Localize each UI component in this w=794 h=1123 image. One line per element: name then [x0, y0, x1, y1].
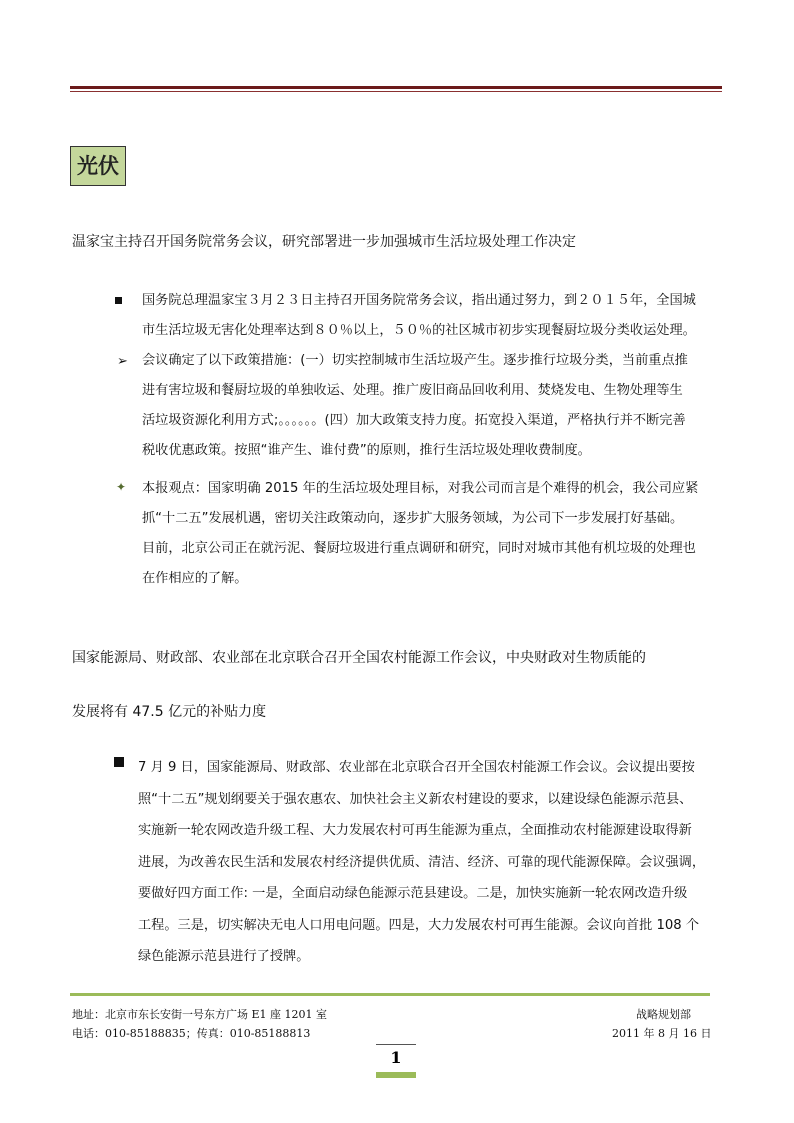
footer-rule [70, 993, 710, 996]
text-line: 抓“十二五”发展机遇，密切关注政策动向，逐步扩大服务领域，为公司下一步发展打好基础。 [142, 511, 684, 526]
header-rule [70, 86, 722, 89]
text-line: 活垃圾资源化利用方式;。。。。。。(四）加大政策支持力度。拓宽投入渠道，严格执行并不断完善 [142, 413, 686, 428]
text-line: 照“十二五”规划纲要关于强农惠农、加快社会主义新农村建设的要求，以建设绿色能源示范县、 [138, 791, 693, 807]
page-number-rule [376, 1044, 416, 1045]
page-number-bar [376, 1072, 416, 1078]
article1-headline: 温家宝主持召开国务院常务会议，研究部署进一步加强城市生活垃圾处理工作决定 [72, 234, 576, 250]
article2-paragraph-1 [138, 752, 705, 973]
section-title: 光伏 [77, 153, 119, 178]
section-title-box [70, 146, 126, 186]
text-line: 税收优惠政策。按照“谁产生、谁付费”的原则，推行生活垃圾处理收费制度。 [142, 443, 591, 458]
headline-line: 发展将有 47.5 亿元的补贴力度 [72, 704, 267, 720]
text-line: 7 月 9 日，国家能源局、财政部、农业部在北京联合召开全国农村能源工作会议。会议提出要按 [138, 760, 695, 775]
arrow-bullet-icon: ➢ [117, 354, 128, 369]
text-line: 实施新一轮农网改造升级工程、大力发展农村可再生能源为重点，全面推动农村能源建设取得新 [138, 823, 692, 838]
text-line: 进有害垃圾和餐厨垃圾的单独收运、处理。推广废旧商品回收利用、焚烧发电、生物处理等生 [142, 383, 683, 398]
page-number: 1 [390, 1048, 402, 1067]
text-line: 工程。三是，切实解决无电人口用电问题。四是，大力发展农村可再生能源。会议向首批 108 个 [138, 917, 700, 933]
text-line: 国务院总理温家宝３月２３日主持召开国务院常务会议，指出通过努力，到２０１５年，全国城 [142, 293, 696, 308]
article1-paragraph-2 [142, 346, 688, 466]
article1-paragraph-3 [142, 474, 698, 594]
headline-line: 国家能源局、财政部、农业部在北京联合召开全国农村能源工作会议，中央财政对生物质能的 [72, 650, 646, 666]
footer-department: 战略规划部 [636, 1008, 691, 1021]
text-line: 进展，为改善农民生活和发展农村经济提供优质、清洁、经济、可靠的现代能源保障。会议强调， [138, 854, 706, 870]
text-line: 会议确定了以下政策措施：(一）切实控制城市生活垃圾产生。逐步推行垃圾分类，当前重点推 [142, 353, 688, 368]
pen-nib-bullet-icon: ✦ [116, 480, 127, 494]
article1-paragraph-1 [142, 286, 696, 346]
text-line: 在作相应的了解。 [142, 571, 248, 586]
text-line: 要做好四方面工作: 一是，全面启动绿色能源示范县建设。二是，加快实施新一轮农网改造升级 [138, 886, 688, 901]
square-bullet-icon [114, 757, 124, 767]
footer-address: 地址：北京市东长安街一号东方广场 E1 座 1201 室 [72, 1008, 328, 1021]
article2-headline [72, 631, 646, 739]
square-bullet-icon [115, 297, 122, 304]
text-line: 绿色能源示范县进行了授牌。 [138, 949, 310, 964]
text-line: 市生活垃圾无害化处理率达到８０％以上，５０％的社区城市初步实现餐厨垃圾分类收运处理。 [142, 323, 696, 338]
text-line: 目前，北京公司正在就污泥、餐厨垃圾进行重点调研和研究，同时对城市其他有机垃圾的处理也 [142, 541, 696, 556]
footer-phone: 电话：010-85188835；传真：010-85188813 [72, 1027, 311, 1040]
footer-date: 2011 年 8 月 16 日 [612, 1027, 712, 1040]
text-line: 本报观点：国家明确 2015 年的生活垃圾处理目标，对我公司而言是个难得的机会，我公司应紧 [142, 481, 699, 496]
header-rule-thin [70, 91, 722, 92]
